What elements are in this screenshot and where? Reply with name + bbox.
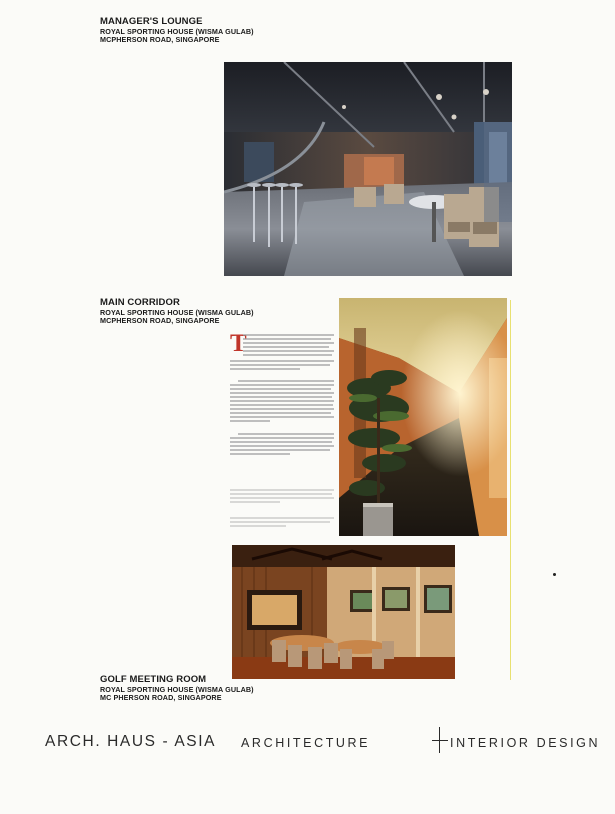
plus-icon	[432, 727, 448, 753]
text-lines	[243, 333, 334, 359]
article-paragraph	[230, 359, 334, 371]
caption-line: ROYAL SPORTING HOUSE (WISMA GULAB)	[100, 307, 254, 317]
golf-meeting-room-photo	[232, 545, 455, 679]
caption-line: MCPHERSON ROAD, SINGAPORE	[100, 34, 220, 44]
text-lines	[230, 516, 334, 530]
article-paragraph	[230, 488, 334, 504]
accent-line	[510, 300, 511, 680]
caption-golf-meeting-room	[100, 675, 254, 702]
article-dropcap: T	[230, 330, 247, 357]
text-lines	[230, 488, 334, 504]
caption-line: ROYAL SPORTING HOUSE (WISMA GULAB)	[100, 26, 254, 36]
caption-title: MANAGER'S LOUNGE	[100, 16, 203, 27]
article-paragraph	[230, 379, 334, 426]
managers-lounge-photo	[224, 62, 512, 276]
caption-main-corridor	[100, 298, 254, 325]
brand-name: ARCH. HAUS - ASIA	[45, 733, 217, 750]
text-lines	[230, 432, 334, 459]
article-paragraph	[230, 432, 334, 459]
footer-branding	[45, 733, 601, 755]
caption-line: MC PHERSON ROAD, SINGAPORE	[100, 692, 222, 702]
scan-speck	[553, 573, 556, 576]
caption-title: MAIN CORRIDOR	[100, 297, 180, 308]
article-scan	[230, 330, 334, 543]
caption-managers-lounge	[100, 17, 254, 44]
text-lines	[230, 359, 334, 371]
caption-line: MCPHERSON ROAD, SINGAPORE	[100, 315, 220, 325]
caption-title: GOLF MEETING ROOM	[100, 674, 207, 685]
tagline-architecture: ARCHITECTURE	[241, 736, 371, 750]
article-paragraph	[243, 333, 334, 359]
caption-line: ROYAL SPORTING HOUSE (WISMA GULAB)	[100, 684, 254, 694]
tagline-interior-design: INTERIOR DESIGN	[450, 736, 601, 750]
article-paragraph	[230, 516, 334, 530]
main-corridor-photo	[339, 298, 507, 536]
text-lines	[230, 379, 334, 426]
